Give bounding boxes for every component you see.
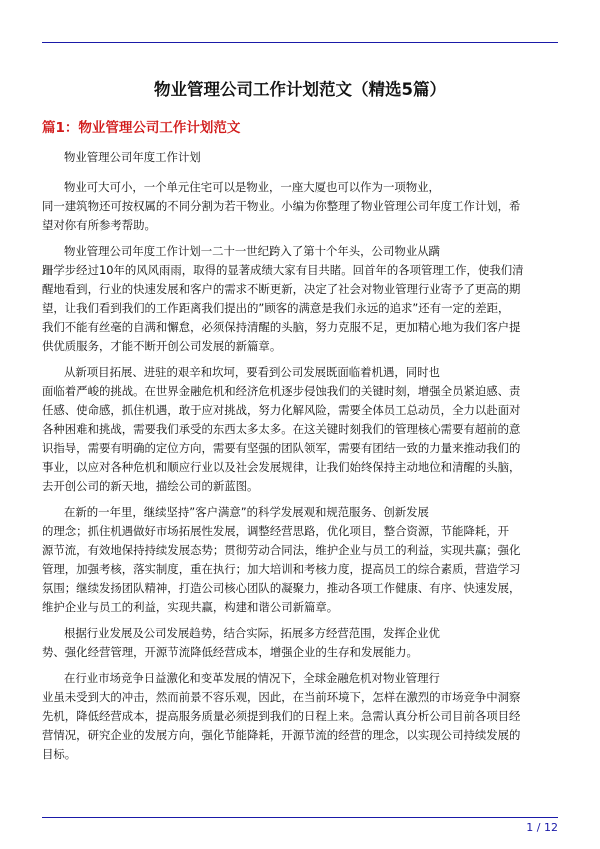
footer-rule bbox=[42, 817, 558, 818]
paragraph-line: 业虽未受到大的冲击，然而前景不容乐观，因此，在当前环境下，怎样在激烈的市场竞争中洞察 bbox=[42, 690, 521, 704]
paragraph-line: 维护企业与员工的利益，实现共赢，构建和谐公司新篇章。 bbox=[42, 600, 339, 614]
paragraph-line: 物业管理公司年度工作计划 bbox=[64, 150, 201, 164]
document-title: 物业管理公司工作计划范文（精选5篇） bbox=[154, 80, 446, 99]
paragraph-line: 的理念；抓住机遇做好市场拓展性发展，调整经营思路，优化项目，整合资源，节能降耗，开 bbox=[42, 524, 510, 538]
paragraph-line: 我们不能有丝毫的自满和懈怠，必须保持清醒的头脑，努力克服不足，更加精心地为我们客户提 bbox=[42, 320, 521, 334]
paragraph-line: 供优质服务，才能不断开创公司发展的新篇章。 bbox=[42, 339, 282, 353]
paragraph-line: 望对你有所参考帮助。 bbox=[42, 218, 156, 232]
paragraph bbox=[42, 242, 558, 356]
paragraph-line: 去开创公司的新天地，描绘公司的新蓝图。 bbox=[42, 479, 259, 493]
paragraph-line: 先机，降低经营成本，提高服务质量必须提到我们的日程上来。急需认真分析公司目前各项目经 bbox=[42, 709, 521, 723]
paragraph-line: 在行业市场竞争日益激化和变革发展的情况下，全球金融危机对物业管理行 bbox=[64, 671, 440, 685]
paragraph bbox=[42, 363, 558, 496]
paragraph bbox=[42, 669, 558, 764]
document-body bbox=[42, 148, 558, 771]
paragraph-line: 物业可大可小，一个单元住宅可以是物业，一座大厦也可以作为一项物业， bbox=[64, 180, 440, 194]
paragraph-line: 识指导，需要有明确的定位方向，需要有坚强的团队领军，需要有团结一致的力量来推动我们的 bbox=[42, 441, 521, 455]
paragraph-line: 同一建筑物还可按权属的不同分割为若干物业。小编为你整理了物业管理公司年度工作计划，希 bbox=[42, 199, 521, 213]
paragraph bbox=[42, 624, 558, 662]
paragraph-line: 根据行业发展及公司发展趋势，结合实际，拓展多方经营范围，发挥企业优 bbox=[64, 626, 440, 640]
paragraph-line: 各种困难和挑战，需要我们承受的东西太多太多。在这关键时刻我们的管理核心需要有超前的意 bbox=[42, 422, 521, 436]
paragraph-line: 势、强化经营管理，开源节流降低经营成本，增强企业的生存和发展能力。 bbox=[42, 645, 418, 659]
paragraph-line: 目标。 bbox=[42, 747, 77, 761]
header-rule bbox=[42, 42, 558, 43]
paragraph-line: 物业管理公司年度工作计划一二十一世纪跨入了第十个年头，公司物业从蹒 bbox=[64, 244, 440, 258]
paragraph bbox=[42, 503, 558, 617]
section-heading: 篇1：物业管理公司工作计划范文 bbox=[42, 120, 241, 136]
document-subtitle bbox=[42, 148, 558, 167]
paragraph-line: 任感、使命感，抓住机遇，敢于应对挑战，努力化解风险，需要全体员工总动员，全力以赴面对 bbox=[42, 403, 521, 417]
paragraph-line: 事业，以应对各种危机和顺应行业以及社会发展规律，让我们始终保持主动地位和清醒的头脑， bbox=[42, 460, 521, 474]
paragraph-line: 管理，加强考核，落实制度，重在执行；加大培训和考核力度，提高员工的综合素质，营造学习 bbox=[42, 562, 521, 576]
paragraph-line: 跚学步经过10年的风风雨雨，取得的显著成绩大家有目共睹。回首年的各项管理工作，使我们清 bbox=[42, 263, 524, 277]
paragraph-line: 醒地看到，行业的快速发展和客户的需求不断更新，决定了社会对物业管理行业寄予了更高的期 bbox=[42, 282, 521, 296]
paragraph-line: 面临着严峻的挑战。在世界金融危机和经济危机逐步侵蚀我们的关键时刻，增强全员紧迫感、责 bbox=[42, 384, 521, 398]
paragraph-line: 营情况，研究企业的发展方向，强化节能降耗，开源节流的经营的理念，以实现公司持续发展的 bbox=[42, 728, 521, 742]
paragraph-line: 从新项目拓展、进驻的艰辛和坎坷，要看到公司发展既面临着机遇，同时也 bbox=[64, 365, 440, 379]
paragraph-line: 源节流，有效地保持持续发展态势；贯彻劳动合同法，维护企业与员工的利益，实现共赢；强化 bbox=[42, 543, 521, 557]
paragraph bbox=[42, 178, 558, 235]
paragraph-line: 在新的一年里，继续坚持”客户满意”的科学发展观和规范服务、创新发展 bbox=[64, 505, 429, 519]
paragraph-line: 氛围；继续发扬团队精神，打造公司核心团队的凝聚力，推动各项工作健康、有序、快速发展， bbox=[42, 581, 521, 595]
page-indicator: 1 / 12 bbox=[526, 821, 558, 834]
paragraph-line: 望，让我们看到我们的工作距离我们提出的”顾客的满意是我们永远的追求”还有一定的差距， bbox=[42, 301, 510, 315]
